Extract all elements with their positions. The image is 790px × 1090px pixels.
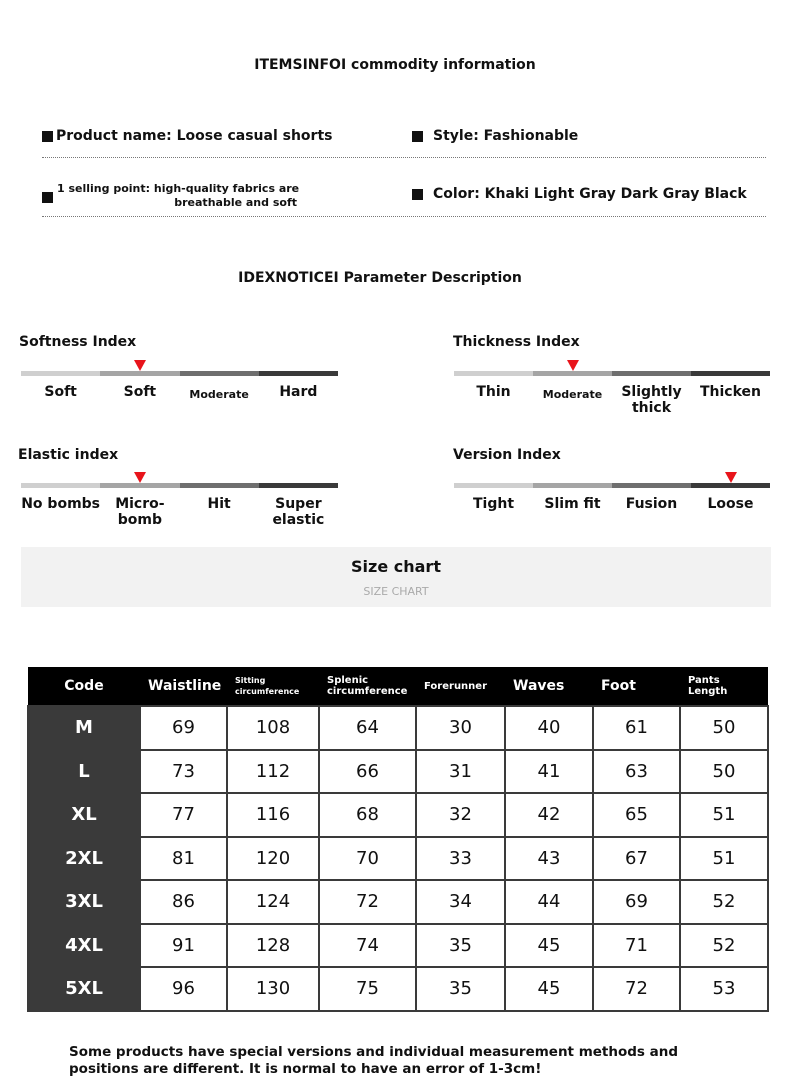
index-label: Loose: [707, 496, 754, 512]
style: [412, 128, 578, 144]
measurement-cell: 52: [680, 924, 768, 968]
index-scale-segment: [21, 483, 100, 488]
header-forerunner: Forerunner: [416, 667, 505, 706]
measurement-cell: 68: [319, 793, 416, 837]
product-name-text: Product name: Loose casual shorts: [56, 128, 333, 144]
bullet-square-icon: [42, 192, 53, 203]
measurement-cell: 116: [227, 793, 319, 837]
index-label: Hard: [279, 384, 318, 400]
index-label: Micro-bomb: [115, 496, 165, 528]
index-scale-segment: [533, 371, 612, 376]
color: [412, 186, 747, 202]
bullet-square-icon: [42, 131, 53, 142]
index-scale-segment: [180, 483, 259, 488]
measurement-cell: 124: [227, 880, 319, 924]
header-pants-length: Pants Length: [680, 667, 768, 706]
size-chart-title: Size chart: [351, 557, 441, 576]
index-title: Version Index: [453, 447, 561, 463]
index-scale-segment: [454, 371, 533, 376]
header-foot: Foot: [593, 667, 680, 706]
measurement-cell: 63: [593, 750, 680, 794]
index-label: Fusion: [625, 496, 678, 512]
index-label: Slim fit: [544, 496, 601, 512]
measurement-cell: 45: [505, 967, 593, 1011]
index-label: Thin: [476, 384, 511, 400]
index-marker-icon: [567, 360, 579, 371]
selling-point-text: [57, 182, 300, 210]
measurement-cell: 77: [140, 793, 227, 837]
header-splenic-circumference: Splenic circumference: [319, 667, 416, 706]
index-scale-segment: [259, 371, 338, 376]
table-row: [28, 750, 768, 794]
size-table-header: [28, 667, 768, 706]
measurement-cell: 130: [227, 967, 319, 1011]
table-row: [28, 706, 768, 750]
measurement-cell: 64: [319, 706, 416, 750]
measurement-cell: 30: [416, 706, 505, 750]
measurement-cell: 51: [680, 793, 768, 837]
commodity-info-heading: ITEMSINFOI commodity information: [254, 57, 536, 73]
measurement-cell: 69: [140, 706, 227, 750]
product-name: [42, 128, 332, 144]
measurement-cell: 42: [505, 793, 593, 837]
measurement-cell: 66: [319, 750, 416, 794]
index-scale-segment: [259, 483, 338, 488]
measurement-cell: 72: [593, 967, 680, 1011]
index-scale-bar: [21, 483, 338, 488]
index-marker-icon: [725, 472, 737, 483]
index-scale-segment: [691, 483, 770, 488]
index-scale-segment: [100, 371, 179, 376]
measurement-cell: 72: [319, 880, 416, 924]
table-row: [28, 793, 768, 837]
index-label: Slightly thick: [621, 384, 682, 416]
measurement-cell: 74: [319, 924, 416, 968]
index-label: No bombs: [21, 496, 101, 512]
measurement-cell: 61: [593, 706, 680, 750]
size-code-cell: 5XL: [28, 967, 140, 1011]
header-waistline: Waistline: [140, 667, 227, 706]
index-title: Thickness Index: [453, 334, 580, 350]
index-label: Soft: [123, 384, 157, 400]
measurement-cell: 31: [416, 750, 505, 794]
index-scale-segment: [691, 371, 770, 376]
index-marker-icon: [134, 360, 146, 371]
index-scale-segment: [21, 371, 100, 376]
header-sitting-circumference: Sitting circumference: [227, 667, 319, 706]
measurement-cell: 50: [680, 750, 768, 794]
measurement-cell: 44: [505, 880, 593, 924]
index-title: Elastic index: [18, 447, 119, 463]
index-scale-segment: [454, 483, 533, 488]
size-chart-band: [21, 547, 771, 607]
index-scale-segment: [100, 483, 179, 488]
index-label: Thicken: [699, 384, 761, 400]
index-scale-bar: [454, 371, 770, 376]
measurement-cell: 50: [680, 706, 768, 750]
index-label: Soft: [44, 384, 77, 400]
measurement-cell: 69: [593, 880, 680, 924]
parameter-heading: IDEXNOTICEI Parameter Description: [238, 270, 522, 286]
disclaimer-note: Some products have special versions and individual measurement methods and positions are different. It is normal to have an error of 1-3cm!: [69, 1044, 679, 1077]
index-label: Hit: [207, 496, 231, 512]
measurement-cell: 32: [416, 793, 505, 837]
measurement-cell: 34: [416, 880, 505, 924]
measurement-cell: 67: [593, 837, 680, 881]
divider: [42, 157, 766, 158]
index-scale-bar: [21, 371, 338, 376]
measurement-cell: 91: [140, 924, 227, 968]
index-label: Moderate: [189, 388, 249, 401]
table-row: [28, 837, 768, 881]
measurement-cell: 73: [140, 750, 227, 794]
measurement-cell: 35: [416, 967, 505, 1011]
selling-point-line1: 1 selling point: high-quality fabrics are: [57, 182, 300, 195]
header-waves: Waves: [505, 667, 593, 706]
size-chart-subtitle: SIZE CHART: [363, 585, 429, 598]
measurement-cell: 86: [140, 880, 227, 924]
index-scale-segment: [612, 371, 691, 376]
size-code-cell: 3XL: [28, 880, 140, 924]
header-code: Code: [28, 667, 140, 706]
table-row: [28, 880, 768, 924]
measurement-cell: 120: [227, 837, 319, 881]
color-text: Color: Khaki Light Gray Dark Gray Black: [433, 186, 747, 202]
measurement-cell: 52: [680, 880, 768, 924]
measurement-cell: 53: [680, 967, 768, 1011]
measurement-cell: 108: [227, 706, 319, 750]
measurement-cell: 71: [593, 924, 680, 968]
size-table: [27, 667, 769, 1012]
table-row: [28, 967, 768, 1011]
measurement-cell: 96: [140, 967, 227, 1011]
measurement-cell: 65: [593, 793, 680, 837]
index-label: Moderate: [542, 388, 603, 401]
index-scale-segment: [533, 483, 612, 488]
index-label: Super elastic: [272, 496, 325, 528]
measurement-cell: 41: [505, 750, 593, 794]
measurement-cell: 40: [505, 706, 593, 750]
bullet-square-icon: [412, 131, 423, 142]
index-scale-segment: [612, 483, 691, 488]
measurement-cell: 128: [227, 924, 319, 968]
divider: [42, 216, 766, 217]
index-marker-icon: [134, 472, 146, 483]
index-scale-segment: [180, 371, 259, 376]
index-scale-bar: [454, 483, 770, 488]
measurement-cell: 35: [416, 924, 505, 968]
size-code-cell: 2XL: [28, 837, 140, 881]
measurement-cell: 75: [319, 967, 416, 1011]
table-row: [28, 924, 768, 968]
index-title: Softness Index: [19, 334, 137, 350]
style-text: Style: Fashionable: [433, 128, 579, 144]
size-code-cell: M: [28, 706, 140, 750]
measurement-cell: 43: [505, 837, 593, 881]
measurement-cell: 81: [140, 837, 227, 881]
measurement-cell: 112: [227, 750, 319, 794]
measurement-cell: 33: [416, 837, 505, 881]
bullet-square-icon: [412, 189, 423, 200]
selling-point-line2: breathable and soft: [174, 196, 297, 209]
measurement-cell: 51: [680, 837, 768, 881]
measurement-cell: 70: [319, 837, 416, 881]
size-code-cell: XL: [28, 793, 140, 837]
measurement-cell: 45: [505, 924, 593, 968]
size-code-cell: 4XL: [28, 924, 140, 968]
index-label: Tight: [472, 496, 515, 512]
size-code-cell: L: [28, 750, 140, 794]
